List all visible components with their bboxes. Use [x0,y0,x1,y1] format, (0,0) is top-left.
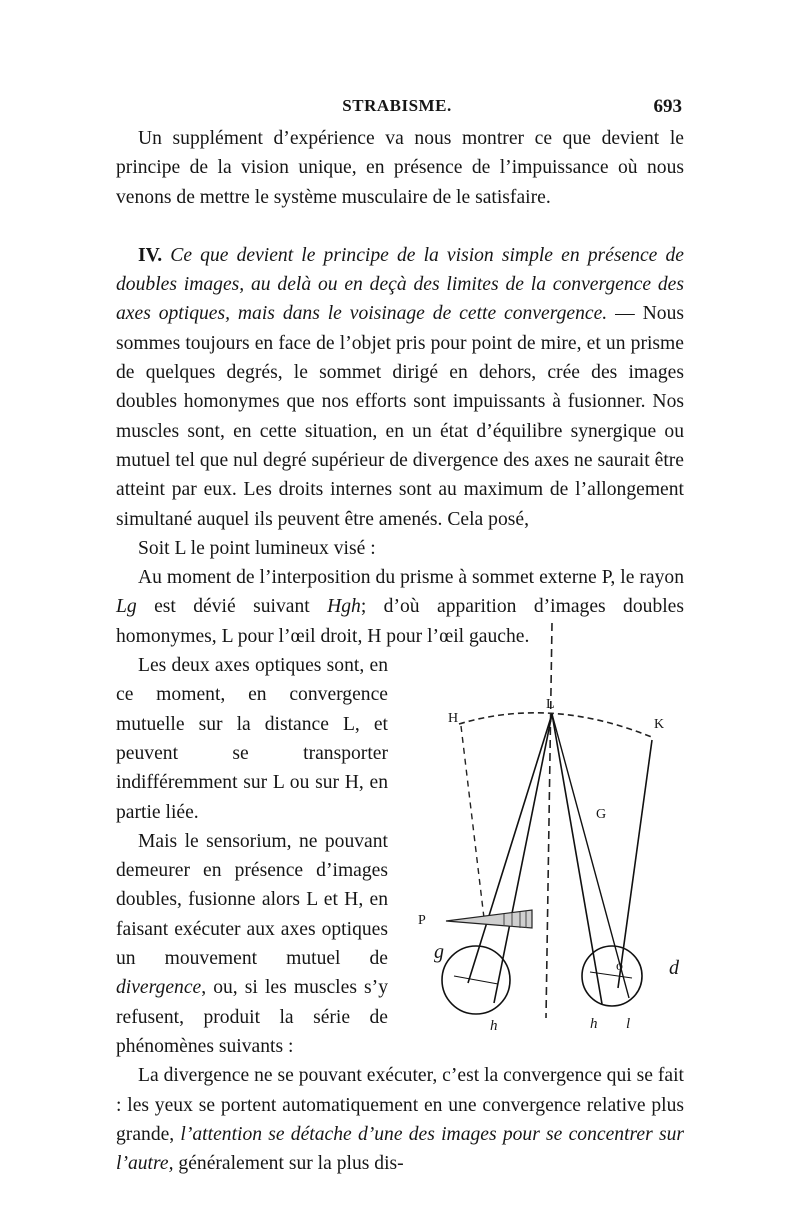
right-eye [582,946,642,1006]
label-h: H [448,711,459,726]
label-o: o [616,959,623,974]
label-l-small: l [626,1016,631,1032]
section-title: Ce que devient le principe de la vision simple en présence de doubles images, au delà ou en deçà des limites de la convergence des axes optiques, mais dans le voisinage de cette convergence. [116,244,684,325]
prism [446,910,532,928]
paragraph-divergence: La divergence ne se pouvant exécuter, c’est la convergence qui se fait : les yeux se portent automatiquement en une convergence relative plus grande, l’attention se détache d’une des images pour se concentrer sur l’autre, généralement sur la plus dis- [116,1065,684,1175]
arc-hlk [459,713,654,738]
label-g-upper: G [596,807,607,822]
paragraph-sensorium: Mais le sensorium, ne pouvant demeurer en présence d’images doubles, fusionne alors L et H, en faisant exécuter aux axes optiques un mouvement mutuel de divergence, ou, si les muscles s’y refusent, produit la série de phénomènes suivants : [116,830,388,1057]
label-g: g [434,941,444,963]
section-body: — Nous sommes toujours en face de l’objet pris pour point de mire, et un prisme de quelques degrés, le sommet dirigé en dehors, crée des images doubles homonymes que nos efforts sont impuissants à fusionner. Nos muscles sont, en cette situation, en un état d’équilibre synergique ou mutuel tel que nul degré supérieur de divergence des axes ne saurait être atteint par eux. Les droits internes sont au maximum de l’allongement simultané auquel ils peuvent être amenés. Cela posé, [116,303,684,530]
strabismus-diagram [404,618,704,1038]
label-k: K [654,717,665,732]
label-h-left: h [490,1018,498,1034]
page-header [112,96,682,118]
paragraph-1: Un supplément d’expérience va nous montrer ce que devient le principe de la vision unique, en présence de l’impuissance où nous venons de mettre le système musculaire de le satisfaire. [116,128,684,208]
label-p: P [418,913,426,928]
h-line [461,726,484,918]
label-d: d [669,957,679,979]
ray-l-left [468,714,552,983]
paragraph-section-iv [116,241,684,534]
ray-k [618,740,652,988]
label-h-right: h [590,1016,598,1032]
paragraph-axes: Les deux axes optiques sont, en ce moment, en convergence mutuelle sur la distance L, et peuvent se transporter indifféremment sur L ou sur H, en partie liée. [116,655,388,823]
ray-l-right [552,714,602,1004]
page-number: 693 [653,96,682,117]
label-l: L [546,697,555,712]
paragraph-interposition: Au moment de l’interposition du prisme à sommet externe P, le rayon Lg est dévié suivant Hgh; d’où apparition d’images doubles homonymes, L pour l’œil droit, H pour l’œil gauche. [116,567,685,647]
optics-figure [404,618,704,1038]
running-title: STRABISME. [342,96,452,115]
section-number: IV. [138,244,163,266]
midline [546,623,552,1018]
paragraph-soit: Soit L le point lumineux visé : [138,537,376,559]
